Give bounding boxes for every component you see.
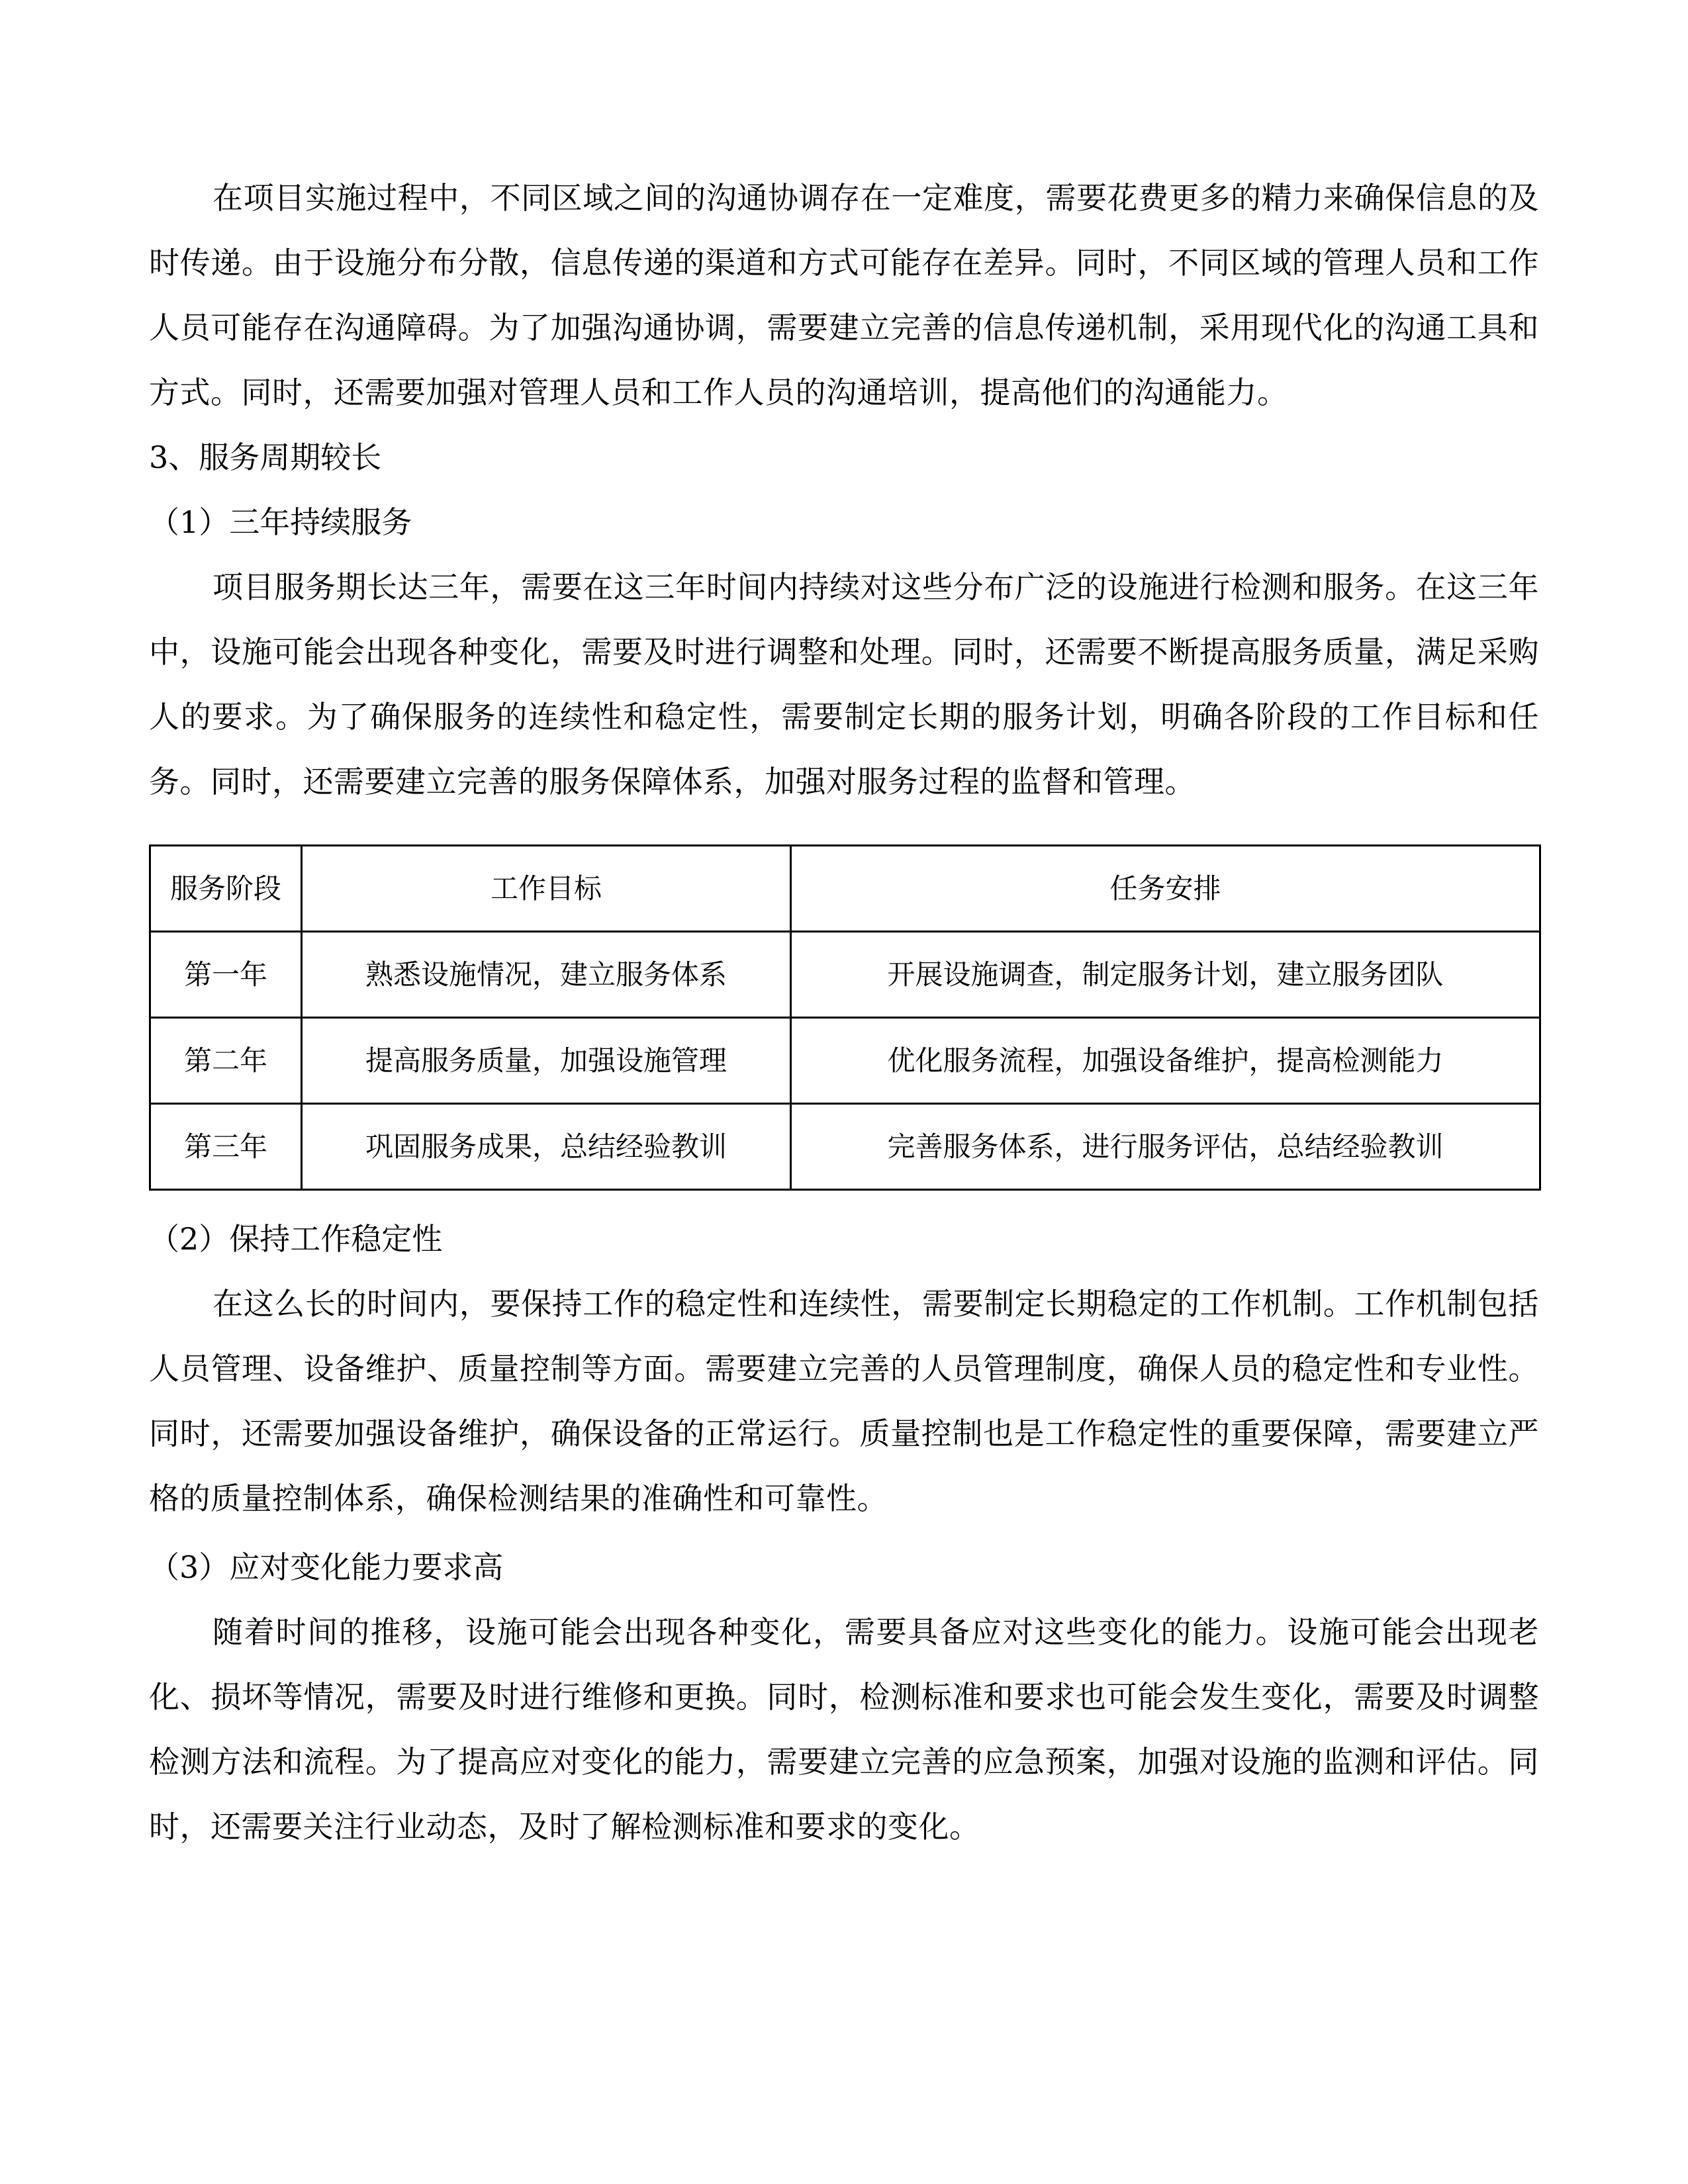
paragraph-three-year-service: 项目服务期长达三年，需要在这三年时间内持续对这些分布广泛的设施进行检测和服务。在这三年中，设施可能会出现各种变化，需要及时进行调整和处理。同时，还需要不断提高服务质量，满足采购人的要求。为了确保服务的连续性和稳定性，需要制定长期的服务计划，明确各阶段的工作目标和任务。同时，还需要建立完善的服务保障体系，加强对服务过程的监督和管理。: [149, 569, 1539, 799]
table-row: [150, 932, 1540, 1018]
table-cell-task: 优化服务流程，加强设备维护，提高检测能力: [791, 1018, 1540, 1104]
table-cell-goal: 巩固服务成果，总结经验教训: [302, 1104, 791, 1190]
table-row: [150, 1104, 1540, 1190]
table-row: [150, 1018, 1540, 1104]
table-cell-stage: 第二年: [150, 1018, 302, 1104]
table-header-cell-stage: 服务阶段: [150, 846, 302, 932]
table-header-row: [150, 846, 1540, 932]
table-cell-goal: 提高服务质量，加强设施管理: [302, 1018, 791, 1104]
paragraph-work-stability: 在这么长的时间内，要保持工作的稳定性和连续性，需要制定长期稳定的工作机制。工作机制包括人员管理、设备维护、质量控制等方面。需要建立完善的人员管理制度，确保人员的稳定性和专业性。同时，还需要加强设备维护，确保设备的正常运行。质量控制也是工作稳定性的重要保障，需要建立严格的质量控制体系，确保检测结果的准确性和可靠性。: [149, 1286, 1539, 1516]
service-stage-table: [149, 844, 1541, 1191]
table-cell-task: 开展设施调查，制定服务计划，建立服务团队: [791, 932, 1540, 1018]
table-header-cell-task: 任务安排: [791, 846, 1540, 932]
paragraph-communication-coordination: 在项目实施过程中，不同区域之间的沟通协调存在一定难度，需要花费更多的精力来确保信息的及时传递。由于设施分布分散，信息传递的渠道和方式可能存在差异。同时，不同区域的管理人员和工作人员可能存在沟通障碍。为了加强沟通协调，需要建立完善的信息传递机制，采用现代化的沟通工具和方式。同时，还需要加强对管理人员和工作人员的沟通培训，提高他们的沟通能力。: [149, 180, 1539, 410]
heading-maintain-work-stability: （2）保持工作稳定性: [149, 1221, 443, 1257]
table-cell-stage: 第一年: [150, 932, 302, 1018]
heading-three-year-continuous-service: （1）三年持续服务: [149, 504, 412, 540]
table-cell-goal: 熟悉设施情况，建立服务体系: [302, 932, 791, 1018]
table-cell-stage: 第三年: [150, 1104, 302, 1190]
table-cell-task: 完善服务体系，进行服务评估，总结经验教训: [791, 1104, 1540, 1190]
table-header-cell-goal: 工作目标: [302, 846, 791, 932]
paragraph-change-response: 随着时间的推移，设施可能会出现各种变化，需要具备应对这些变化的能力。设施可能会出现老化、损坏等情况，需要及时进行维修和更换。同时，检测标准和要求也可能会发生变化，需要及时调整检测方法和流程。为了提高应对变化的能力，需要建立完善的应急预案，加强对设施的监测和评估。同时，还需要关注行业动态，及时了解检测标准和要求的变化。: [149, 1614, 1539, 1844]
heading-change-response-capability: （3）应对变化能力要求高: [149, 1549, 504, 1585]
heading-service-cycle-long: 3、服务周期较长: [149, 439, 382, 475]
